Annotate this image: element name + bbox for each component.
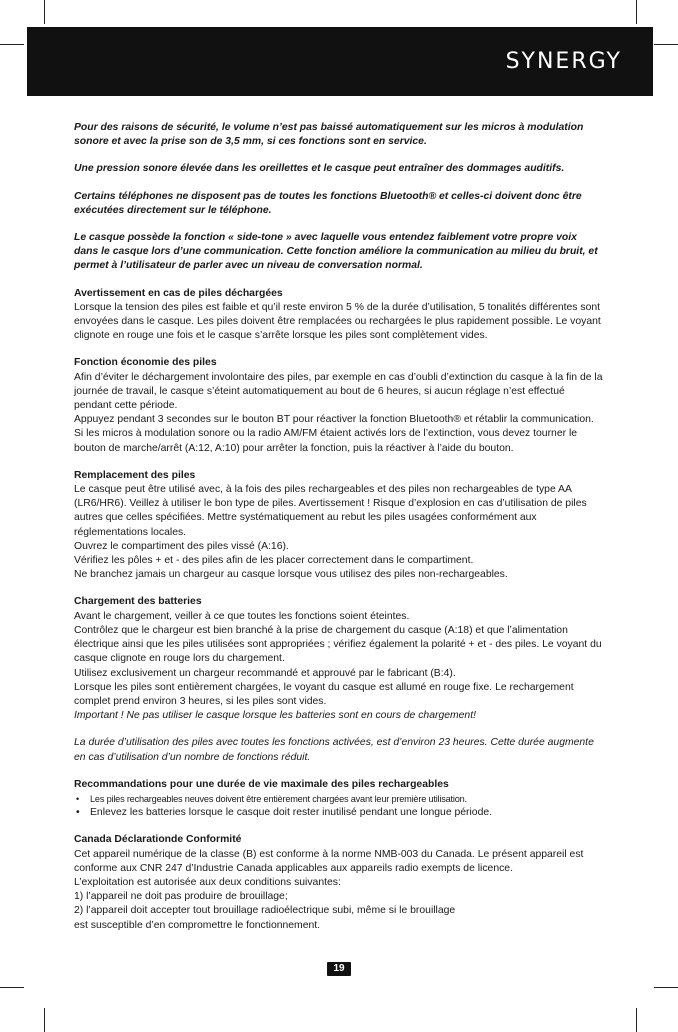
brand-logo: SYNERGY — [505, 49, 622, 74]
duration-note: La durée d’utilisation des piles avec toutes les fonctions activées, est d’environ 23 heures. Cette durée augmente en cas d’utilisation d’un nombre de fonctions réduit. — [74, 737, 594, 763]
paragraph: est susceptible d’en compromettre le fonctionnement. — [74, 919, 321, 931]
paragraph: Afin d’éviter le déchargement involontaire des piles, par exemple en cas d’oubli d’extinction du casque à la fin de la journée de travail, le casque s’éteint automatiquement au bout de 6 heures, si aucun réglage n’est effectué pendant cette période. — [74, 371, 603, 412]
list-item: • Les piles rechargeables neuves doivent être entièrement chargées avant leur première utilisation. — [74, 792, 604, 806]
paragraph: Ouvrez le compartiment des piles vissé (A:16). — [74, 540, 289, 552]
important-note: Important ! Ne pas utiliser le casque lorsque les batteries sont en cours de chargement! — [74, 710, 476, 722]
paragraph: Si les micros à modulation sonore ou la radio AM/FM étaient activés lors de l’extinction, vous devez tourner le bouton de marche/arrêt (A:12, A:10) pour arrêter la fonction, puis la réactiver à l’aide du bouton. — [74, 428, 578, 454]
section-heading: Remplacement des piles — [74, 469, 196, 481]
crop-mark — [0, 987, 24, 988]
warning-bluetooth: Certains téléphones ne disposent pas de toutes les fonctions Bluetooth® et celles-ci doivent donc être exécutées directement sur le téléphone. — [74, 190, 582, 216]
section-heading: Chargement des batteries — [74, 596, 202, 608]
paragraph: Lorsque les piles sont entièrement chargées, le voyant du casque est allumé en rouge fixe. Le rechargement complet prend environ 3 heures, si les piles sont vides. — [74, 681, 574, 707]
warning-sound-pressure: Une pression sonore élevée dans les oreillettes et le casque peut entraîner des dommages auditifs. — [74, 163, 565, 175]
paragraph: Contrôlez que le chargeur est bien branché à la prise de chargement du casque (A:18) et que l’alimentation électrique ainsi que les piles utilisées sont appropriées ; vérifiez également la polarité + et - des piles. Le voyant du casque clignote en rouge lors du chargement. — [74, 624, 602, 665]
paragraph: Avant le chargement, veiller à ce que toutes les fonctions soient éteintes. — [74, 610, 410, 622]
crop-mark — [44, 1008, 45, 1032]
crop-mark — [654, 44, 678, 45]
paragraph: Vérifiez les pôles + et - des piles afin de les placer correctement dans le compartiment. — [74, 555, 474, 567]
recommendations-list — [74, 792, 604, 820]
paragraph: Ne branchez jamais un chargeur au casque lorsque vous utilisez des piles non-rechargeables. — [74, 569, 508, 581]
paragraph: L’exploitation est autorisée aux deux conditions suivantes: — [74, 876, 341, 888]
crop-mark — [636, 0, 637, 24]
crop-mark — [0, 44, 24, 45]
section-heading: Avertissement en cas de piles déchargées — [74, 287, 283, 299]
crop-mark — [44, 0, 45, 24]
list-item: • Enlevez les batteries lorsque le casque doit rester inutilisé pendant une longue période. — [74, 806, 604, 820]
paragraph: Cet appareil numérique de la classe (B) est conforme à la norme NMB-003 du Canada. Le présent appareil est conforme aux CNR 247 d’Industrie Canada applicables aux appareils radio exempts de licence. — [74, 848, 584, 874]
section-heading: Canada Déclarationde Conformité — [74, 834, 242, 846]
paragraph: Utilisez exclusivement un chargeur recommandé et approuvé par le fabricant (B:4). — [74, 667, 456, 679]
crop-mark — [636, 1008, 637, 1032]
paragraph: Le casque peut être utilisé avec, à la fois des piles rechargeables et des piles non rechargeables de type AA (LR6/HR6). Veillez à utiliser le bon type de piles. Avertissement ! Risque d’explosion en cas d’utilisation de piles autres que celles spécifiées. Mettre systématiquement au rebut les piles usagées conformément aux réglementations locales. — [74, 484, 587, 538]
paragraph: Appuyez pendant 3 secondes sur le bouton BT pour réactiver la fonction Bluetooth® et rétablir la communication. — [74, 414, 594, 426]
warning-volume: Pour des raisons de sécurité, le volume n’est pas baissé automatiquement sur les micros à modulation sonore et avec la prise son de 3,5 mm, si ces fonctions sont en service. — [74, 122, 584, 148]
crop-mark — [654, 987, 678, 988]
section-heading: Recommandations pour une durée de vie maximale des piles rechargeables — [74, 778, 449, 790]
page-number: 19 — [327, 962, 351, 976]
section-heading: Fonction économie des piles — [74, 357, 217, 369]
paragraph: 2) l’appareil doit accepter tout brouillage radioélectrique subi, même si le brouillage — [74, 905, 456, 917]
warning-side-tone: Le casque possède la fonction « side-tone » avec laquelle vous entendez faiblement votre propre voix dans le casque lors d’une communication. Cette fonction améliore la communication au milieu du bruit, et permet à l’utilisateur de parler avec un niveau de conversation normal. — [74, 232, 598, 272]
paragraph: 1) l’appareil ne doit pas produire de brouillage; — [74, 891, 288, 903]
page-content — [74, 121, 604, 933]
paragraph: Lorsque la tension des piles est faible et qu’il reste environ 5 % de la durée d’utilisation, 5 tonalités différentes sont envoyées dans le casque. Les piles doivent être remplacées ou rechargées le plus rapidement possible. Le voyant clignote en rouge une fois et le casque s’arrête lorsque les piles sont complètement vides. — [74, 301, 601, 342]
